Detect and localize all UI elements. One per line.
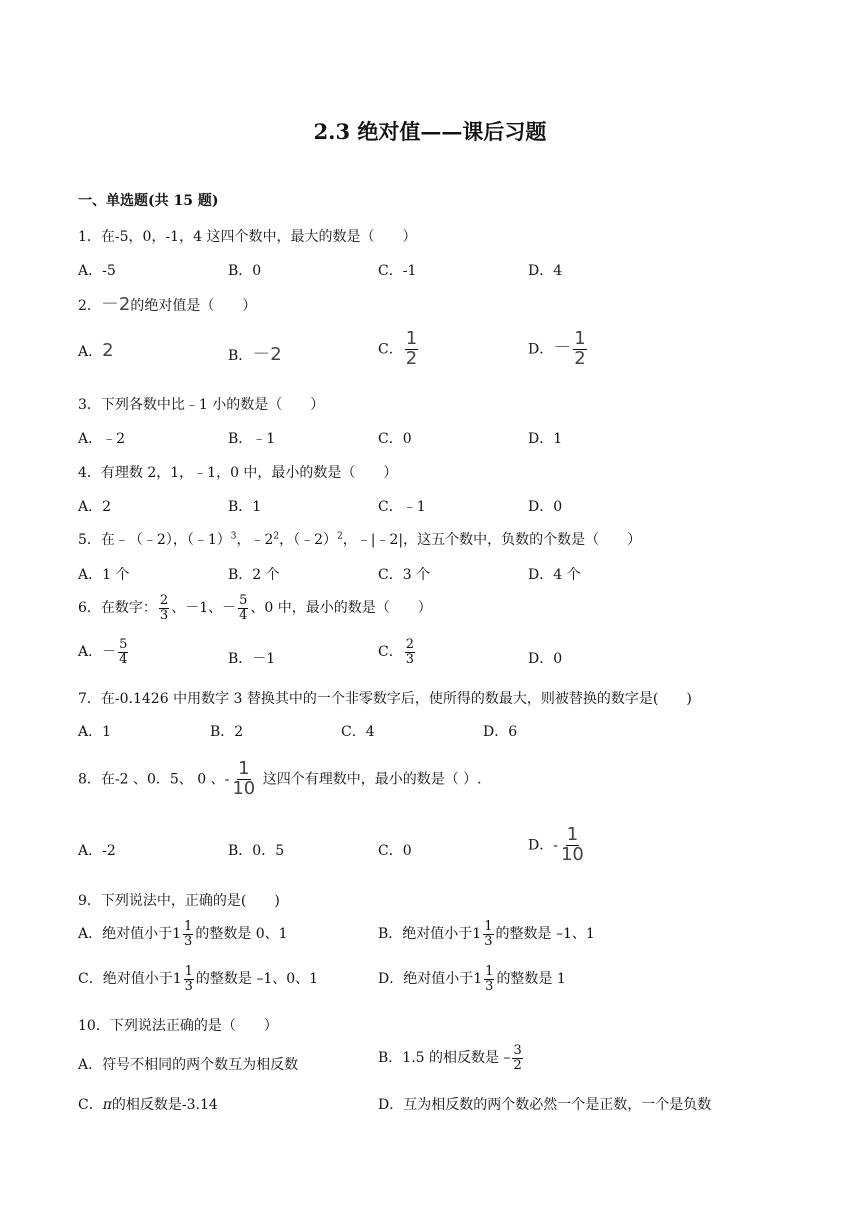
q10-option-b: B．1.5 的相反数是 – $\frac{3}{2}$ bbox=[378, 1043, 522, 1073]
q7-option-a: A．1 bbox=[78, 724, 112, 740]
q1-option-b: B．0 bbox=[228, 263, 262, 279]
q9-option-d: D．绝对值小于 1 $\frac{1}{3}$ 的整数是 1 bbox=[378, 964, 566, 994]
q8-option-b: B．0．5 bbox=[228, 843, 285, 859]
question-5-stem: 5．在﹣（﹣2），（﹣1）$^3$，$﹣2^2$，（﹣2）$^2$，﹣|﹣2|，这五个数中，负数的个数是（ ） bbox=[78, 531, 642, 548]
question-8-stem: 8．在-2 、0．5、 0 、- $\frac{1}{10}$ 这四个有理数中，最小的数是（ ）. bbox=[78, 758, 482, 799]
q1-option-a: A．-5 bbox=[78, 263, 116, 279]
q9-option-a: A．绝对值小于 1 $\frac{1}{3}$ 的整数是 0、1 bbox=[78, 919, 288, 949]
q8-fraction: $\frac{1}{10}$ bbox=[232, 758, 256, 799]
q6-option-d: D．0 bbox=[528, 651, 563, 667]
q9-option-c: C．绝对值小于 1 $\frac{1}{3}$ 的整数是 –1、0、1 bbox=[78, 964, 319, 994]
q5-option-a: A．1 个 bbox=[78, 567, 130, 583]
q1-option-c: C．-1 bbox=[378, 263, 417, 279]
q7-option-d: D．6 bbox=[483, 724, 518, 740]
question-2-stem bbox=[78, 290, 256, 316]
q5-option-d: D．4 个 bbox=[528, 567, 581, 583]
q7-option-b: B．2 bbox=[210, 724, 244, 740]
q4-option-b: B．1 bbox=[228, 499, 262, 515]
q6-fraction-1: $\frac{2}{3}$ bbox=[159, 593, 169, 623]
q3-option-b: B．﹣1 bbox=[228, 431, 276, 447]
q8-option-a: A．-2 bbox=[78, 843, 116, 859]
q10-option-a: A．符号不相同的两个数互为相反数 bbox=[78, 1057, 299, 1073]
question-7-stem: 7．在-0.1426 中用数字 3 替换其中的一个非零数字后，使所得的数最大，则被替换的数字是( ) bbox=[78, 691, 692, 707]
question-1-stem: 1．在-5，0，-1，4 这四个数中，最大的数是（ ） bbox=[78, 229, 417, 245]
q2-option-c: C． $\frac{1}{2}$ bbox=[378, 328, 418, 369]
pi-symbol: π bbox=[102, 1097, 112, 1113]
question-4-stem: 4．有理数 2，1，﹣1，0 中，最小的数是（ ） bbox=[78, 465, 398, 481]
q8-option-d: D．- $\frac{1}{10}$ bbox=[528, 824, 584, 865]
q2-c-fraction: $\frac{1}{2}$ bbox=[405, 328, 418, 369]
q2-d-fraction: $\frac{1}{2}$ bbox=[574, 328, 586, 369]
q10-option-d: D．互为相反数的两个数必然一个是正数，一个是负数 bbox=[378, 1097, 712, 1113]
q2-option-d: D．－ $\frac{1}{2}$ bbox=[528, 328, 586, 369]
question-3-stem: 3．下列各数中比﹣1 小的数是（ ） bbox=[78, 397, 325, 413]
q4-option-c: C．﹣1 bbox=[378, 499, 426, 515]
q9-option-b: B．绝对值小于 1 $\frac{1}{3}$ 的整数是 –1、1 bbox=[378, 919, 595, 949]
q5-option-c: C．3 个 bbox=[378, 567, 431, 583]
question-6-stem: 6．在数字： $\frac{2}{3}$ 、－1、－ $\frac{5}{4}$ 、0 中，最小的数是（ ） bbox=[78, 593, 432, 623]
q2-stem-rest: 的绝对值是（ ） bbox=[130, 298, 257, 314]
q10-option-c: C．π的相反数是-3.14 bbox=[78, 1097, 218, 1113]
q8-option-c: C．0 bbox=[378, 843, 412, 859]
q4-option-d: D．0 bbox=[528, 499, 563, 515]
q4-option-a: A．2 bbox=[78, 499, 112, 515]
q2-value: －2 bbox=[100, 294, 131, 315]
q2-number: 2． bbox=[78, 298, 101, 314]
q2-option-b: B．－2 bbox=[228, 344, 282, 365]
q3-option-c: C．0 bbox=[378, 431, 412, 447]
q3-option-d: D．1 bbox=[528, 431, 563, 447]
section-heading: 一、单选题(共 15 题) bbox=[78, 193, 219, 209]
q7-option-c: C．4 bbox=[341, 724, 375, 740]
q6-option-b: B．－1 bbox=[228, 651, 276, 667]
page-title: 2.3 绝对值——课后习题 bbox=[313, 119, 547, 144]
q5-option-b: B．2 个 bbox=[228, 567, 280, 583]
q6-option-c: C． $\frac{2}{3}$ bbox=[378, 637, 414, 667]
q6-option-a: A．－ $\frac{5}{4}$ bbox=[78, 637, 128, 667]
q1-option-d: D．4 bbox=[528, 263, 563, 279]
question-9-stem: 9．下列说法中，正确的是( ) bbox=[78, 893, 280, 909]
q3-option-a: A．﹣2 bbox=[78, 431, 126, 447]
q6-fraction-2: $\frac{5}{4}$ bbox=[239, 593, 248, 623]
question-10-stem: 10．下列说法正确的是（ ） bbox=[78, 1018, 278, 1034]
q2-option-a: A．2 bbox=[78, 340, 114, 361]
